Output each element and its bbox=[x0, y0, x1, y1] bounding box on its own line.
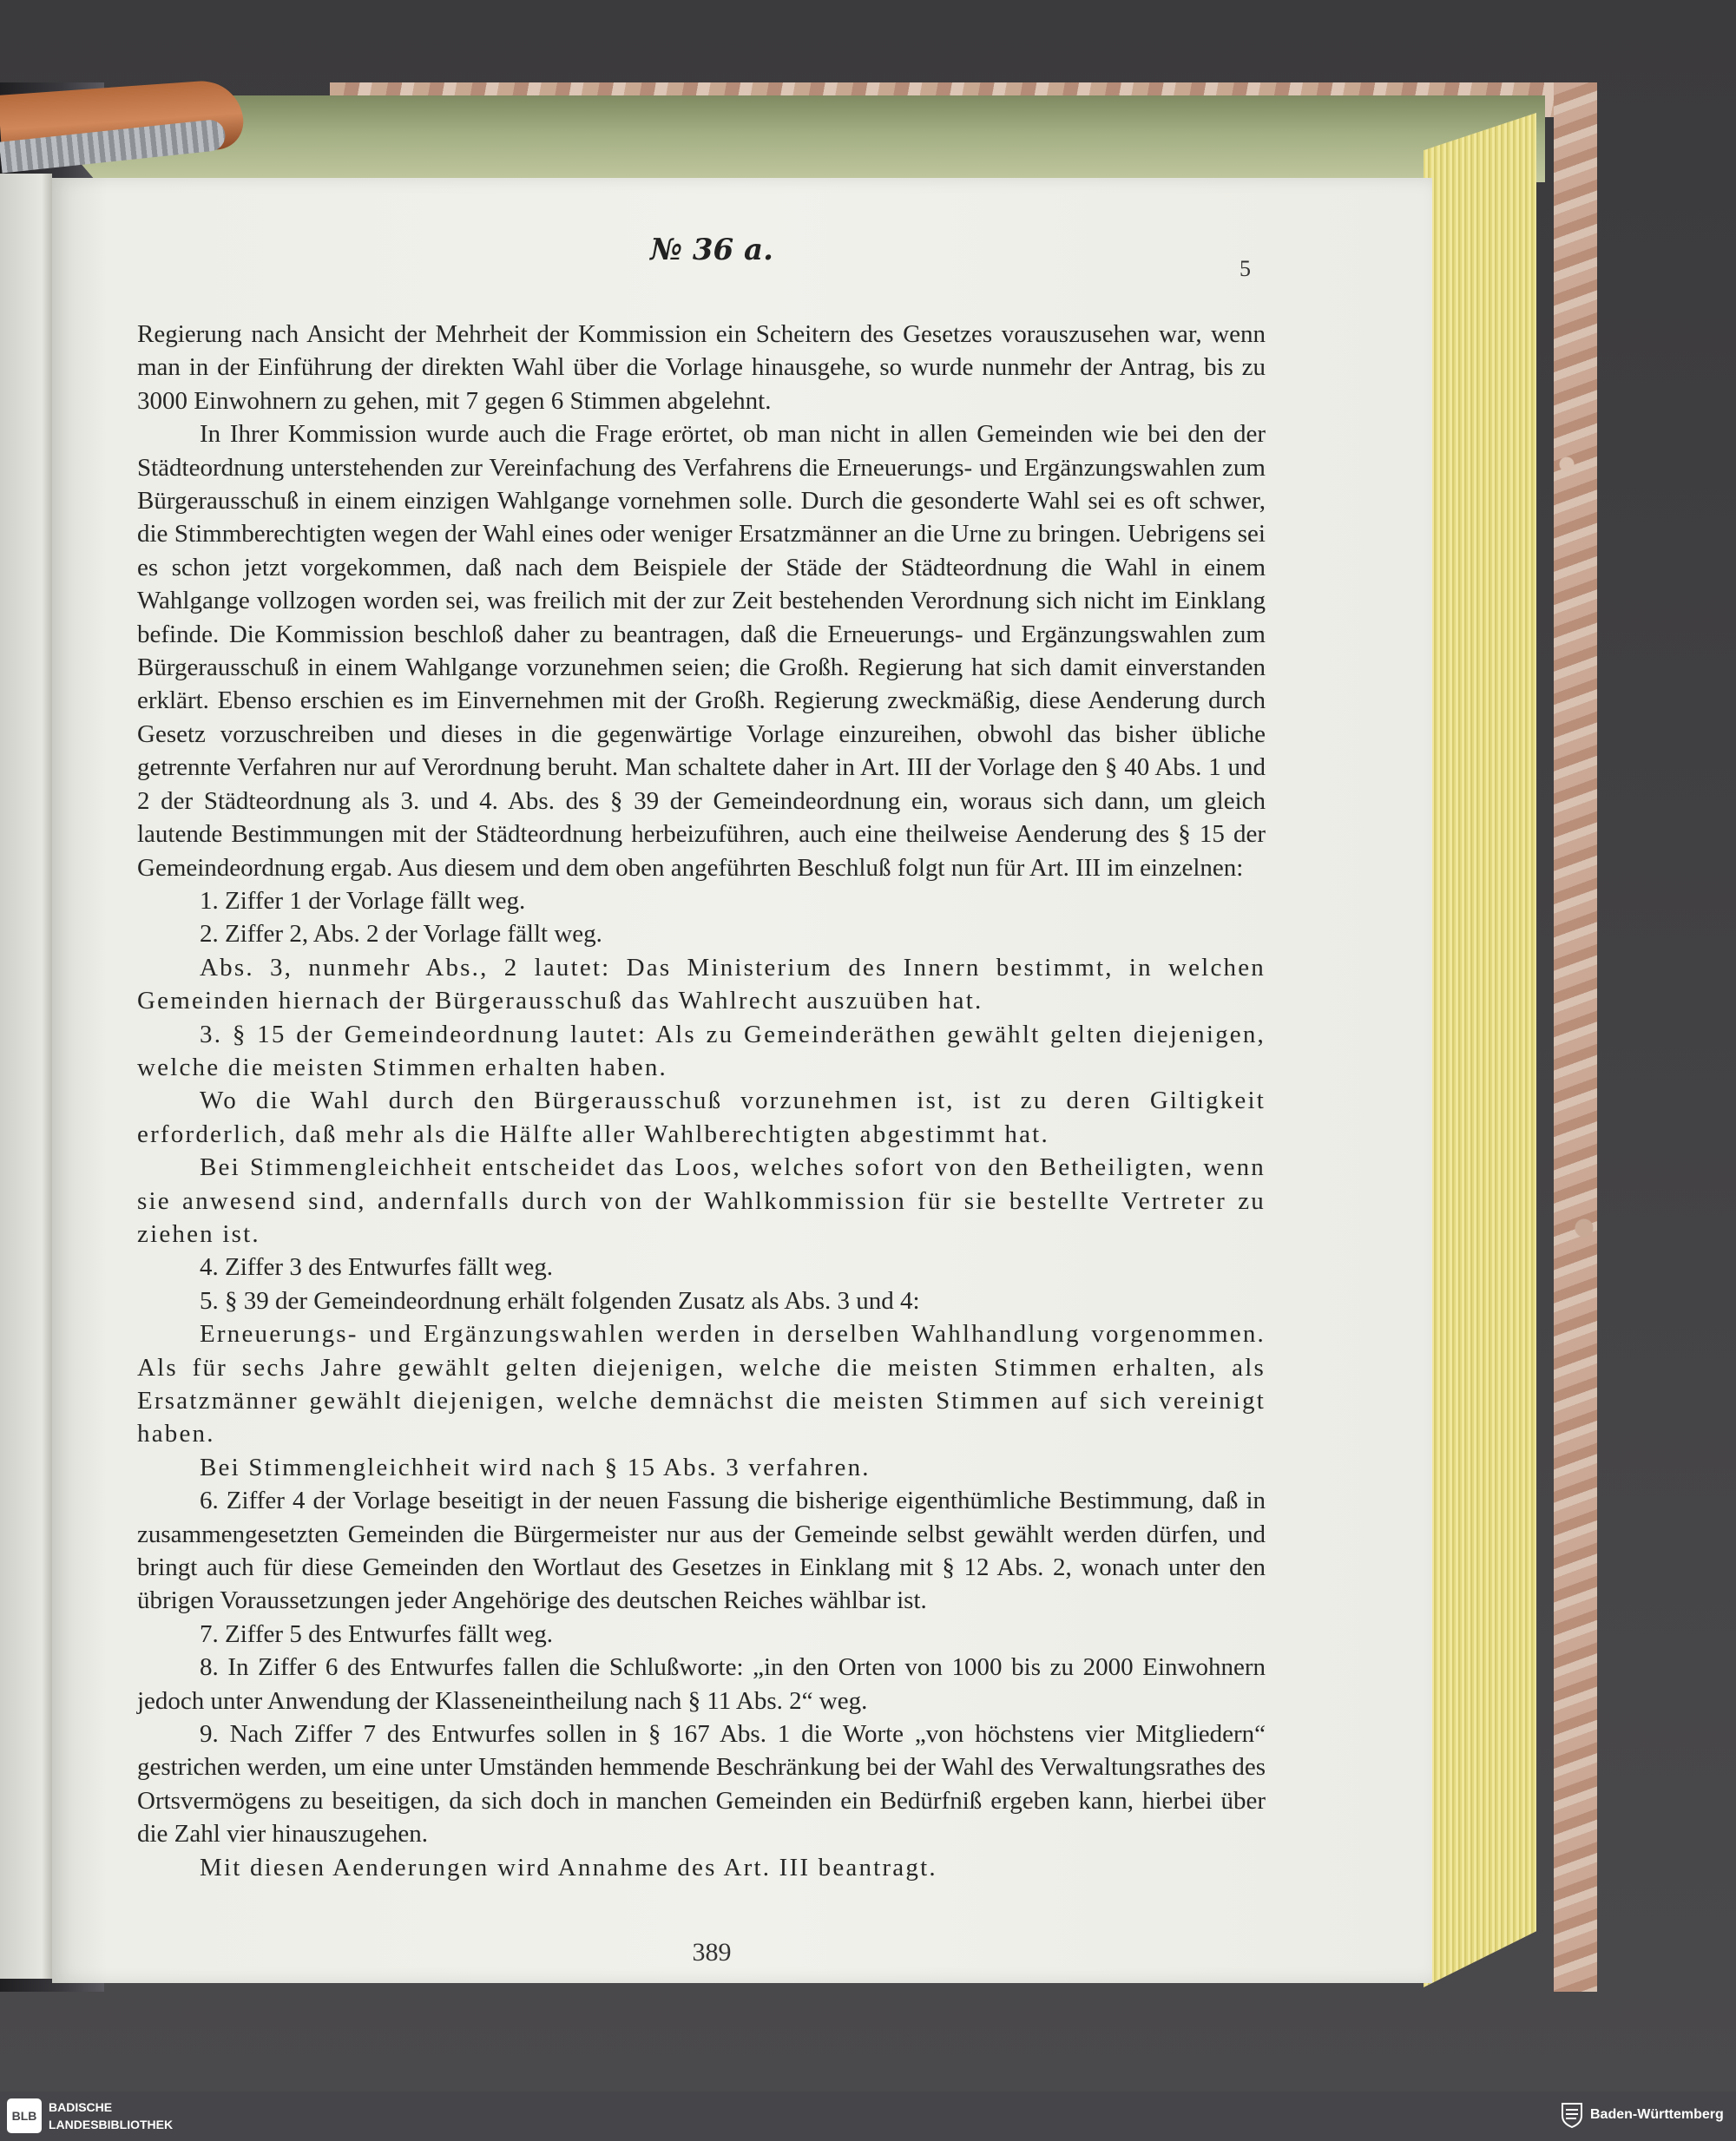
list-item: 8. In Ziffer 6 des Entwurfes fallen die Schlußworte: „in den Orten von 1000 bis zu 2000 Einwohnern jedoch unter Anwendung der Klasseneintheilung nach § 11 Abs. 2“ weg. bbox=[137, 1653, 1266, 1715]
list-item: 5. § 39 der Gemeindeordnung erhält folgenden Zusatz als Abs. 3 und 4: bbox=[200, 1286, 920, 1315]
page-title: № 36 a. bbox=[650, 233, 773, 267]
coat-of-arms-icon[interactable] bbox=[1561, 2102, 1583, 2128]
paragraph: In Ihrer Kommission wurde auch die Frage erörtet, ob man nicht in allen Gemeinden wie bei den der Städteordnung unterstehenden zur Vereinfachung des Verfahrens die Erneuerungs- und Ergänzungswahlen zum Bürgerausschuß in einem einzigen Wahlgange vornehmen solle. Durch die gesonderte Wahl sei es oft schwer, die Stimmberechtigten wegen der Wahl eines oder weniger Ersatzmänner an die Urne zu bringen. Uebrigens sei es schon jetzt vorgekommen, daß nach dem Beispiele der Städe der Städteordnung die Wahl in einem Wahlgange vollzogen worden sei, was freilich mit der zur Zeit bestehenden Verordnung sich nicht im Einklang befinde. Die Kommission beschloß daher zu beantragen, daß die Erneuerungs- und Ergänzungswahlen zum Bürgerausschuß in einem Wahlgange vorzunehmen seien; die Großh. Regierung hat sich damit einverstanden erklärt. Ebenso erschien es im Einvernehmen mit der Großh. Regierung zweckmäßig, diese Aenderung durch Gesetz vorzuschreiben und dieses in die gegenwärtige Vorlage einzureihen, obwohl das bisher übliche getrennte Verfahren nur auf Verordnung beruht. Man schaltete daher in Art. III der Vorlage den § 40 Abs. 1 und 2 der Städteordnung als 3. und 4. Abs. des § 39 der Gemeindeordnung ein, woraus sich dann, um gleich lautende Bestimmungen mit der Städteordnung herbeizuführen, auch eine theilweise Aenderung des § 15 der Gemeindeordnung ergab. Aus diesem und dem oben angeführten Beschluß folgt nun für Art. III im einzelnen: bbox=[137, 420, 1266, 882]
marbled-cover-edge bbox=[1554, 82, 1597, 1992]
list-item: 6. Ziffer 4 der Vorlage beseitigt in der neuen Fassung die bisherige eigenthümliche Bestimmung, daß in zusammengesetzten Gemeinden die Bürgermeister nur aus der Gemeinde selbst gewählt werden dürfen, und bringt auch für diese Gemeinden den Wortlaut des Gesetzes in Einklang mit § 12 Abs. 2, wonach unter den übrigen Voraussetzungen jeder Angehörige des deutschen Reiches wählbar ist. bbox=[137, 1487, 1266, 1615]
paragraph: Bei Stimmengleichheit entscheidet das Loos, welches sofort von den Betheiligten, wenn sie anwesend sind, andernfalls durch von der Wahlkommission für sie bestellte Vertreter zu ziehen ist. bbox=[137, 1153, 1266, 1248]
page-number-top: 5 bbox=[1240, 256, 1251, 281]
paragraph: Bei Stimmengleichheit wird nach § 15 Abs. 3 verfahren. bbox=[200, 1453, 871, 1481]
list-item: 7. Ziffer 5 des Entwurfes fällt weg. bbox=[200, 1619, 553, 1648]
book-fore-edge bbox=[1424, 113, 1536, 1987]
list-item: 4. Ziffer 3 des Entwurfes fällt weg. bbox=[200, 1253, 553, 1282]
paragraph: Mit diesen Aenderungen wird Annahme des Art. III beantragt. bbox=[200, 1853, 937, 1882]
library-name[interactable] bbox=[49, 2098, 173, 2133]
previous-page-edge bbox=[0, 174, 52, 1979]
paragraph: Regierung nach Ansicht der Mehrheit der Kommission ein Scheitern des Gesetzes vorauszusehen war, wenn man in der Einführung der direkten Wahl über die Vorlage hinausgehe, so wurde nunmehr der Antrag, bis zu 3000 Einwohnern zu gehen, mit 7 gegen 6 Stimmen abgelehnt. bbox=[137, 320, 1266, 415]
library-name-line1: BADISCHE bbox=[49, 2100, 113, 2114]
paragraph: Wo die Wahl durch den Bürgerausschuß vorzunehmen ist, ist zu deren Giltigkeit erforderlich, daß mehr als die Hälfte aller Wahlberechtigten abgestimmt hat. bbox=[137, 1087, 1266, 1148]
state-name[interactable]: Baden-Württemberg bbox=[1590, 2107, 1724, 2122]
page-number-bottom: 389 bbox=[692, 1938, 732, 1967]
page-body bbox=[137, 318, 1266, 1884]
library-name-line2: LANDESBIBLIOTHEK bbox=[49, 2118, 174, 2131]
list-item: 1. Ziffer 1 der Vorlage fällt weg. bbox=[200, 886, 526, 915]
list-item: 2. Ziffer 2, Abs. 2 der Vorlage fällt weg. bbox=[200, 920, 602, 949]
blb-logo-icon[interactable]: BLB bbox=[7, 2098, 42, 2133]
list-item: 9. Nach Ziffer 7 des Entwurfes sollen in § 167 Abs. 1 die Worte „von höchstens vier Mitgliedern“ gestrichen werden, um eine unter Umständen hemmende Beschränkung bei der Wahl des Verwaltungsrathes des Ortsvermögens zu beseitigen, da sich doch in manchen Gemeinden ein Bedürfniß ergeben kann, hierbei über die Zahl vier hinauszugehen. bbox=[137, 1720, 1266, 1849]
institution-bar bbox=[0, 2092, 1736, 2141]
paragraph: Abs. 3, nunmehr Abs., 2 lautet: Das Ministerium des Innern bestimmt, in welchen Gemeinden hiernach der Bürgerausschuß das Wahlrecht auszuüben hat. bbox=[137, 953, 1266, 1015]
list-item: 3. § 15 der Gemeindeordnung lautet: Als zu Gemeinderäthen gewählt gelten diejenigen, welche die meisten Stimmen erhalten haben. bbox=[137, 1020, 1266, 1081]
book-top-edge bbox=[52, 95, 1545, 182]
paragraph: Erneuerungs- und Ergänzungswahlen werden in derselben Wahlhandlung vorgenommen. Als für sechs Jahre gewählt gelten diejenigen, welche die meisten Stimmen erhalten, als Ersatzmänner gewählt diejenigen, welche demnächst die meisten Stimmen auf sich vereinigt haben. bbox=[137, 1320, 1266, 1448]
